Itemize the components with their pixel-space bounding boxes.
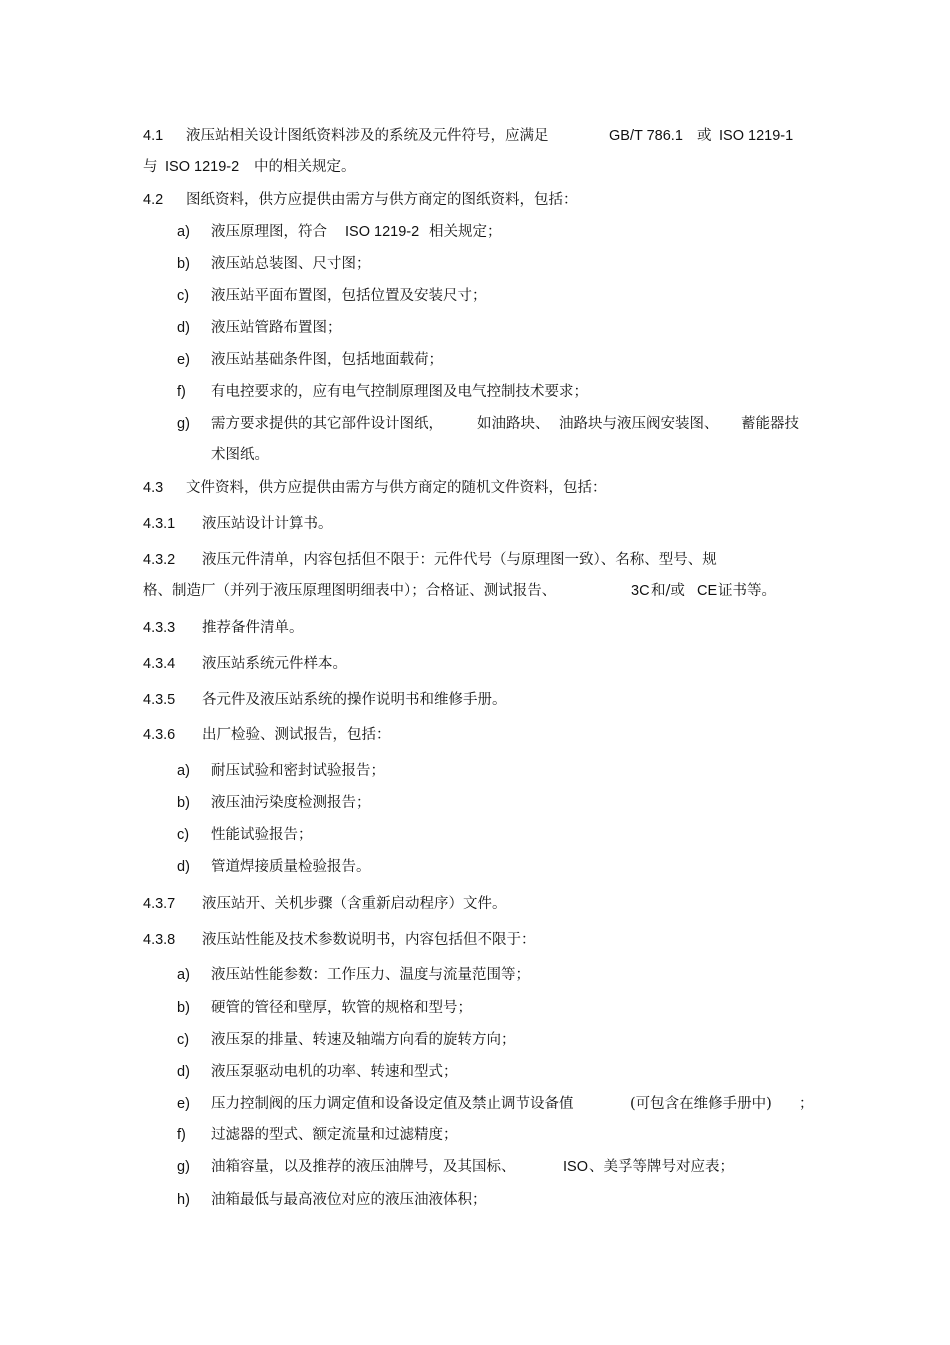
paragraph-text: 液压站设计计算书。 [202, 516, 333, 532]
paragraph-text: 液压站相关设计图纸资料涉及的系统及元件符号，应满足 [186, 128, 549, 144]
list-item-text: 有电控要求的，应有电气控制原理图及电气控制技术要求； [211, 384, 588, 400]
standard-reference: ISO 1219-2 [345, 224, 420, 240]
list-item-text: 术图纸。 [211, 447, 269, 463]
list-letter: d) [177, 1064, 190, 1080]
list-item-text: 性能试验报告； [211, 827, 313, 843]
list-letter: b) [177, 795, 190, 811]
paragraph-text: 液压站开、关机步骤（含重新启动程序）文件。 [202, 896, 507, 912]
list-item-text: 压力控制阀的压力调定值和设备设定值及禁止调节设备值 [211, 1096, 574, 1112]
list-item-text: 液压泵的排量、转速及轴端方向看的旋转方向； [211, 1032, 516, 1048]
list-letter: g) [177, 1159, 190, 1175]
section-number: 4.3.3 [143, 620, 176, 636]
paragraph-text: 液压站性能及技术参数说明书，内容包括但不限于： [202, 932, 536, 948]
list-item-text: (可包含在维修手册中) [630, 1096, 772, 1112]
list-item-text: 耐压试验和密封试验报告； [211, 763, 385, 779]
list-item-text: 液压油污染度检测报告； [211, 795, 371, 811]
certificate-code: CE [697, 583, 718, 599]
paragraph-text: 液压站系统元件样本。 [202, 656, 347, 672]
list-letter: b) [177, 256, 190, 272]
section-number: 4.3.7 [143, 896, 176, 912]
paragraph-text: 文件资料，供方应提供由需方与供方商定的随机文件资料，包括： [186, 480, 607, 496]
list-letter: c) [177, 288, 190, 304]
list-item-text: 需方要求提供的其它部件设计图纸， [211, 416, 443, 432]
paragraph-text: 中的相关规定。 [254, 159, 356, 175]
list-letter: g) [177, 416, 190, 432]
list-item-text: 相关规定； [429, 224, 502, 240]
section-number: 4.3.5 [143, 692, 176, 708]
standard-reference: ISO [563, 1159, 588, 1175]
list-item-text: 油箱容量，以及推荐的液压油牌号，及其国标、 [211, 1159, 516, 1175]
paragraph-text: 或 [697, 128, 712, 144]
standard-reference: ISO 1219-2 [165, 159, 240, 175]
standard-reference: GB/T 786.1 [609, 128, 683, 144]
list-letter: a) [177, 763, 190, 779]
list-item-text: ； [799, 1096, 814, 1112]
list-item-text: 液压泵驱动电机的功率、转速和型式； [211, 1064, 458, 1080]
section-number: 4.3 [143, 480, 164, 496]
list-item-text: 过滤器的型式、额定流量和过滤精度； [211, 1127, 458, 1143]
section-number: 4.2 [143, 192, 164, 208]
list-letter: d) [177, 320, 190, 336]
list-item-text: 、美孚等牌号对应表； [589, 1159, 734, 1175]
list-letter: d) [177, 859, 190, 875]
list-letter: b) [177, 1000, 190, 1016]
list-item-text: 如油路块、 [477, 416, 550, 432]
section-number: 4.3.4 [143, 656, 176, 672]
standard-reference: ISO 1219-1 [719, 128, 794, 144]
paragraph-text: 证书等。 [718, 583, 776, 599]
list-letter: e) [177, 352, 190, 368]
list-item-text: 液压站管路布置图； [211, 320, 342, 336]
section-number: 4.3.1 [143, 516, 176, 532]
list-item-text: 液压站平面布置图，包括位置及安装尺寸； [211, 288, 487, 304]
list-item-text: 液压站总装图、尺寸图； [211, 256, 371, 272]
paragraph-text: 推荐备件清单。 [202, 620, 304, 636]
list-item-text: 管道焊接质量检验报告。 [211, 859, 371, 875]
certificate-code: 3C [631, 583, 650, 599]
list-item-text: 液压原理图，符合 [211, 224, 327, 240]
paragraph-text: 与 [143, 159, 158, 175]
list-item-text: 液压站基础条件图，包括地面载荷； [211, 352, 443, 368]
list-letter: f) [177, 384, 186, 400]
list-letter: f) [177, 1127, 186, 1143]
paragraph-text: 图纸资料，供方应提供由需方与供方商定的图纸资料，包括： [186, 192, 578, 208]
list-letter: a) [177, 967, 190, 983]
paragraph-text: 液压元件清单，内容包括但不限于：元件代号（与原理图一致）、名称、型号、规 [202, 552, 717, 568]
paragraph-text: 和/或 [651, 583, 685, 599]
list-item-text: 油路块与液压阀安装图、 [559, 416, 719, 432]
paragraph-text: 出厂检验、测试报告，包括： [202, 727, 391, 743]
paragraph-text: 格、制造厂（并列于液压原理图明细表中）；合格证、测试报告、 [143, 583, 557, 599]
section-number: 4.3.6 [143, 727, 176, 743]
list-item-text: 硬管的管径和壁厚，软管的规格和型号； [211, 1000, 472, 1016]
list-item-text: 蓄能器技 [741, 416, 799, 432]
list-letter: e) [177, 1096, 190, 1112]
list-letter: c) [177, 1032, 190, 1048]
list-item-text: 油箱最低与最高液位对应的液压油液体积； [211, 1192, 487, 1208]
list-item-text: 液压站性能参数：工作压力、温度与流量范围等； [211, 967, 530, 983]
list-letter: h) [177, 1192, 190, 1208]
list-letter: a) [177, 224, 190, 240]
section-number: 4.3.8 [143, 932, 176, 948]
section-number: 4.3.2 [143, 552, 176, 568]
section-number: 4.1 [143, 128, 164, 144]
list-letter: c) [177, 827, 190, 843]
paragraph-text: 各元件及液压站系统的操作说明书和维修手册。 [202, 692, 507, 708]
